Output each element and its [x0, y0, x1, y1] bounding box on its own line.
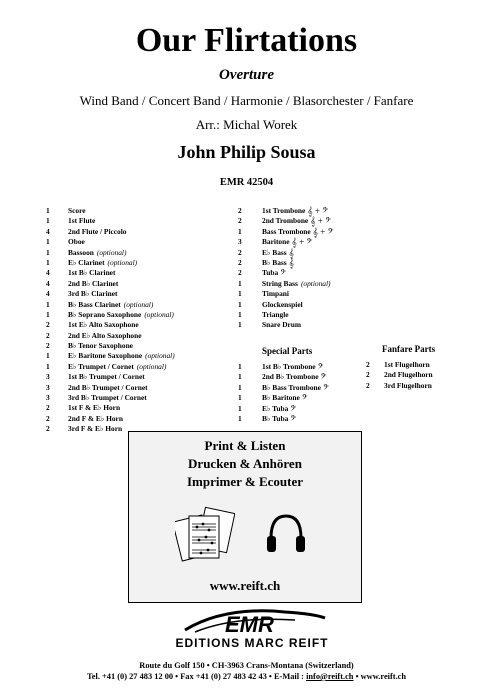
- clef-icon: 𝄢: [290, 403, 297, 414]
- clef-icon: 𝄢: [317, 362, 324, 372]
- part-name: Snare Drum: [262, 320, 302, 330]
- part-name: 2nd Trombone: [262, 216, 309, 226]
- part-quantity: 1: [238, 413, 242, 423]
- part-quantity: 1: [46, 247, 50, 257]
- part-row: [46, 300, 175, 310]
- optional-note: (optional): [96, 247, 127, 257]
- part-quantity: 1: [238, 299, 242, 309]
- part-name: B♭ Bass Trombone: [262, 382, 321, 392]
- part-name: E♭ Tuba: [262, 403, 289, 413]
- part-row: [46, 320, 175, 330]
- website-link[interactable]: www.reift.ch: [209, 578, 281, 593]
- part-row: [46, 331, 175, 341]
- part-name: 2nd E♭ Alto Saxophone: [68, 330, 142, 340]
- part-name: E♭ Baritone Saxophone: [68, 351, 143, 361]
- part-name: 1st B♭ Trumpet / Cornet: [68, 372, 145, 382]
- part-quantity: 1: [238, 309, 242, 319]
- part-name: Triangle: [262, 309, 289, 319]
- part-row: [366, 360, 433, 370]
- part-name: E♭ Clarinet: [68, 257, 105, 267]
- part-row: [46, 414, 175, 424]
- clef-icon: 𝄞 + 𝄢: [291, 237, 313, 248]
- optional-note: (optional): [300, 278, 331, 288]
- part-name: 3rd B♭ Trumpet / Cornet: [68, 393, 147, 403]
- part-row: [238, 227, 333, 237]
- part-name: 2nd B♭ Clarinet: [68, 278, 119, 288]
- optional-note: (optional): [123, 299, 154, 309]
- part-row: [46, 268, 175, 278]
- part-name: 3rd B♭ Clarinet: [68, 289, 118, 299]
- part-row: [46, 248, 175, 258]
- part-name: 1st B♭ Trombone: [262, 362, 316, 371]
- part-name: 2nd F & E♭ Horn: [68, 413, 123, 423]
- part-quantity: 1: [238, 278, 242, 288]
- part-name: E♭ Bass: [262, 247, 287, 257]
- part-quantity: 2: [46, 330, 50, 340]
- clef-icon: 𝄞 + 𝄢: [307, 206, 329, 216]
- part-row: [238, 268, 333, 278]
- part-quantity: 3: [46, 372, 50, 382]
- part-quantity: 2: [46, 424, 50, 434]
- part-name: 3rd F & E♭ Horn: [68, 424, 123, 434]
- part-quantity: 1: [238, 320, 242, 330]
- part-name: Oboe: [68, 237, 85, 247]
- part-name: 1st Trombone: [262, 206, 306, 215]
- part-row: [46, 383, 175, 393]
- publisher-contact: [0, 672, 493, 681]
- publisher-address: Route du Golf 150 • CH-3963 Crans-Montana (Switzerland): [139, 661, 354, 670]
- part-row: [46, 341, 175, 351]
- part-quantity: 1: [238, 382, 242, 392]
- contact-phone-fax: Tel. +41 (0) 27 483 12 00 • Fax +41 (0) 27 483 42 43 • E-Mail :: [86, 672, 307, 681]
- special-parts-list: [238, 362, 329, 424]
- part-row: [46, 279, 175, 289]
- part-quantity: 1: [46, 237, 50, 247]
- sheet-music-icon: [175, 502, 235, 564]
- part-quantity: 2: [46, 403, 50, 413]
- part-quantity: 1: [46, 257, 50, 267]
- clef-icon: 𝄢: [320, 372, 327, 383]
- optional-note: (optional): [144, 309, 174, 319]
- part-row: [238, 320, 333, 330]
- part-row: [238, 216, 333, 226]
- clef-icon: 𝄞: [288, 247, 294, 258]
- part-row: [238, 206, 333, 216]
- promo-line-french: Imprimer & Ecouter: [186, 474, 303, 489]
- fanfare-parts-list: [366, 360, 433, 391]
- part-row: [238, 237, 333, 247]
- promo-line-german: Drucken & Anhören: [188, 456, 302, 471]
- part-quantity: 1: [238, 362, 242, 371]
- composer: John Philip Sousa: [177, 142, 316, 162]
- part-name: 2nd Flugelhorn: [384, 370, 433, 380]
- headphones-icon: [265, 512, 307, 556]
- part-quantity: 3: [46, 393, 50, 403]
- clef-icon: 𝄞 + 𝄢: [312, 226, 334, 237]
- part-quantity: 2: [46, 413, 50, 423]
- part-row: [46, 206, 175, 216]
- part-row: [46, 258, 175, 268]
- emr-logo: [165, 604, 340, 650]
- part-row: [238, 372, 329, 382]
- part-name: E♭ Trumpet / Cornet: [68, 361, 134, 371]
- part-name: 1st E♭ Alto Saxophone: [68, 320, 139, 330]
- parts-list-woodwinds-brass: [46, 206, 175, 435]
- clef-icon: 𝄢: [301, 393, 308, 404]
- part-row: [366, 370, 433, 380]
- promo-line-english: Print & Listen: [204, 438, 286, 453]
- clef-icon: 𝄢: [322, 382, 329, 393]
- part-quantity: 1: [46, 216, 50, 226]
- part-name: Score: [68, 206, 86, 215]
- part-name: Glockenspiel: [262, 299, 303, 309]
- print-listen-box[interactable]: [128, 431, 362, 603]
- part-row: [238, 300, 333, 310]
- part-name: 1st F & E♭ Horn: [68, 403, 121, 413]
- clef-icon: 𝄞: [288, 257, 294, 268]
- part-quantity: 1: [238, 289, 242, 299]
- part-quantity: 1: [238, 226, 242, 236]
- part-quantity: 1: [238, 393, 242, 403]
- part-name: 1st Flute: [68, 216, 96, 226]
- part-row: [238, 362, 329, 372]
- part-quantity: 2: [238, 247, 242, 257]
- optional-note: (optional): [136, 361, 167, 371]
- part-name: 1st Flugelhorn: [384, 360, 430, 369]
- publisher-name: EDITIONS MARC REIFT: [175, 636, 329, 650]
- ensemble-list: Wind Band / Concert Band / Harmonie / Blasorchester / Fanfare: [79, 93, 414, 108]
- part-quantity: 1: [238, 403, 242, 413]
- part-row: [46, 216, 175, 226]
- part-name: B♭ Tuba: [262, 413, 289, 423]
- part-name: Bass Trombone: [262, 226, 311, 236]
- clef-icon: 𝄢: [290, 413, 297, 424]
- part-name: String Bass: [262, 278, 298, 288]
- part-name: B♭ Soprano Saxophone: [68, 309, 142, 319]
- part-name: 2nd B♭ Trombone: [262, 372, 319, 382]
- part-quantity: 2: [238, 216, 242, 226]
- part-name: 3rd Flugelhorn: [384, 380, 432, 390]
- parts-list-low-brass-percussion: [238, 206, 333, 331]
- part-quantity: 2: [366, 360, 370, 369]
- part-quantity: 4: [46, 226, 50, 236]
- part-name: B♭ Baritone: [262, 393, 300, 403]
- part-row: [46, 403, 175, 413]
- part-name: B♭ Tenor Saxophone: [68, 341, 133, 351]
- clef-icon: 𝄞 + 𝄢: [310, 216, 331, 227]
- part-quantity: 2: [238, 206, 242, 215]
- part-name: 1st B♭ Clarinet: [68, 268, 116, 278]
- special-parts-heading: Special Parts: [262, 346, 313, 356]
- part-quantity: 4: [46, 289, 50, 299]
- part-row: [238, 279, 333, 289]
- part-row: [366, 381, 433, 391]
- part-quantity: 2: [238, 268, 242, 278]
- part-name: Baritone: [262, 237, 290, 247]
- part-quantity: 1: [238, 372, 242, 382]
- part-quantity: 1: [46, 351, 50, 361]
- arranger: Arr.: Michal Worek: [195, 117, 298, 132]
- part-row: [238, 393, 329, 403]
- part-row: [46, 372, 175, 382]
- contact-website: • www.reift.ch: [353, 672, 407, 681]
- part-quantity: 2: [46, 320, 50, 330]
- part-quantity: 2: [238, 257, 242, 267]
- part-quantity: 1: [46, 361, 50, 371]
- part-row: [46, 289, 175, 299]
- part-row: [238, 383, 329, 393]
- part-row: [46, 362, 175, 372]
- part-quantity: 4: [46, 278, 50, 288]
- logo-emr-text: EMR: [225, 612, 274, 637]
- part-quantity: 2: [366, 380, 370, 390]
- part-quantity: 3: [238, 237, 242, 247]
- subtitle: Overture: [219, 67, 274, 83]
- catalog-code: EMR 42504: [219, 177, 274, 188]
- part-name: 2nd Flute / Piccolo: [68, 226, 127, 236]
- part-name: Timpani: [262, 289, 289, 299]
- title: Our Flirtations: [135, 22, 358, 59]
- part-quantity: 4: [46, 268, 50, 278]
- part-name: Bassoon: [68, 247, 94, 257]
- part-quantity: 1: [46, 206, 50, 215]
- part-name: B♭ Bass: [262, 257, 287, 267]
- part-name: Tuba: [262, 268, 279, 278]
- part-quantity: 1: [46, 299, 50, 309]
- clef-icon: 𝄢: [280, 268, 286, 279]
- part-row: [238, 404, 329, 414]
- email-link[interactable]: info@reift.ch: [306, 672, 354, 681]
- part-row: [238, 289, 333, 299]
- part-row: [238, 414, 329, 424]
- part-quantity: 2: [366, 370, 370, 380]
- optional-note: (optional): [107, 257, 138, 267]
- part-quantity: 3: [46, 382, 50, 392]
- part-row: [46, 351, 175, 361]
- part-row: [238, 310, 333, 320]
- part-name: B♭ Bass Clarinet: [68, 299, 121, 309]
- part-quantity: 2: [46, 341, 50, 351]
- part-row: [46, 310, 175, 320]
- part-row: [46, 227, 175, 237]
- part-quantity: 1: [46, 309, 50, 319]
- part-row: [46, 393, 175, 403]
- fanfare-parts-heading: Fanfare Parts: [382, 344, 436, 354]
- part-name: 2nd B♭ Trumpet / Cornet: [68, 382, 148, 392]
- part-row: [238, 248, 333, 258]
- part-row: [238, 258, 333, 268]
- optional-note: (optional): [145, 351, 175, 361]
- part-row: [46, 237, 175, 247]
